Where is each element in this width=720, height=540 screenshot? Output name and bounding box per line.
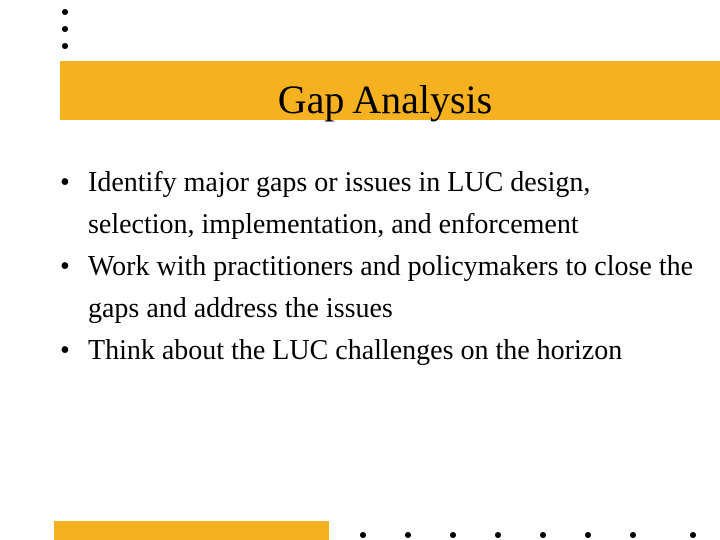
bullet-list	[60, 162, 700, 372]
bullet-dot: •	[60, 335, 70, 366]
decor-dot	[62, 26, 68, 32]
decor-dot	[62, 9, 68, 15]
bullet-item	[60, 330, 700, 372]
decor-dot	[450, 532, 456, 538]
decor-dot	[62, 43, 68, 49]
bottom-accent-bar	[54, 521, 329, 540]
bullet-text: Work with practitioners and policymakers to close the gaps and address the issues	[88, 251, 694, 324]
bullet-item	[60, 246, 700, 330]
decor-dot	[495, 532, 501, 538]
decor-dot	[690, 532, 696, 538]
decor-dot	[360, 532, 366, 538]
bullet-item	[60, 162, 700, 246]
bullet-text: Think about the LUC challenges on the horizon	[88, 335, 623, 366]
bullet-dot: •	[60, 251, 70, 282]
bullet-dot: •	[60, 167, 70, 198]
slide-title: Gap Analysis	[277, 77, 493, 122]
decor-dot	[630, 532, 636, 538]
bullet-text: Identify major gaps or issues in LUC design, selection, implementation, and enforcement	[88, 167, 591, 240]
decor-dot	[540, 532, 546, 538]
decor-dot	[405, 532, 411, 538]
decor-dot	[585, 532, 591, 538]
